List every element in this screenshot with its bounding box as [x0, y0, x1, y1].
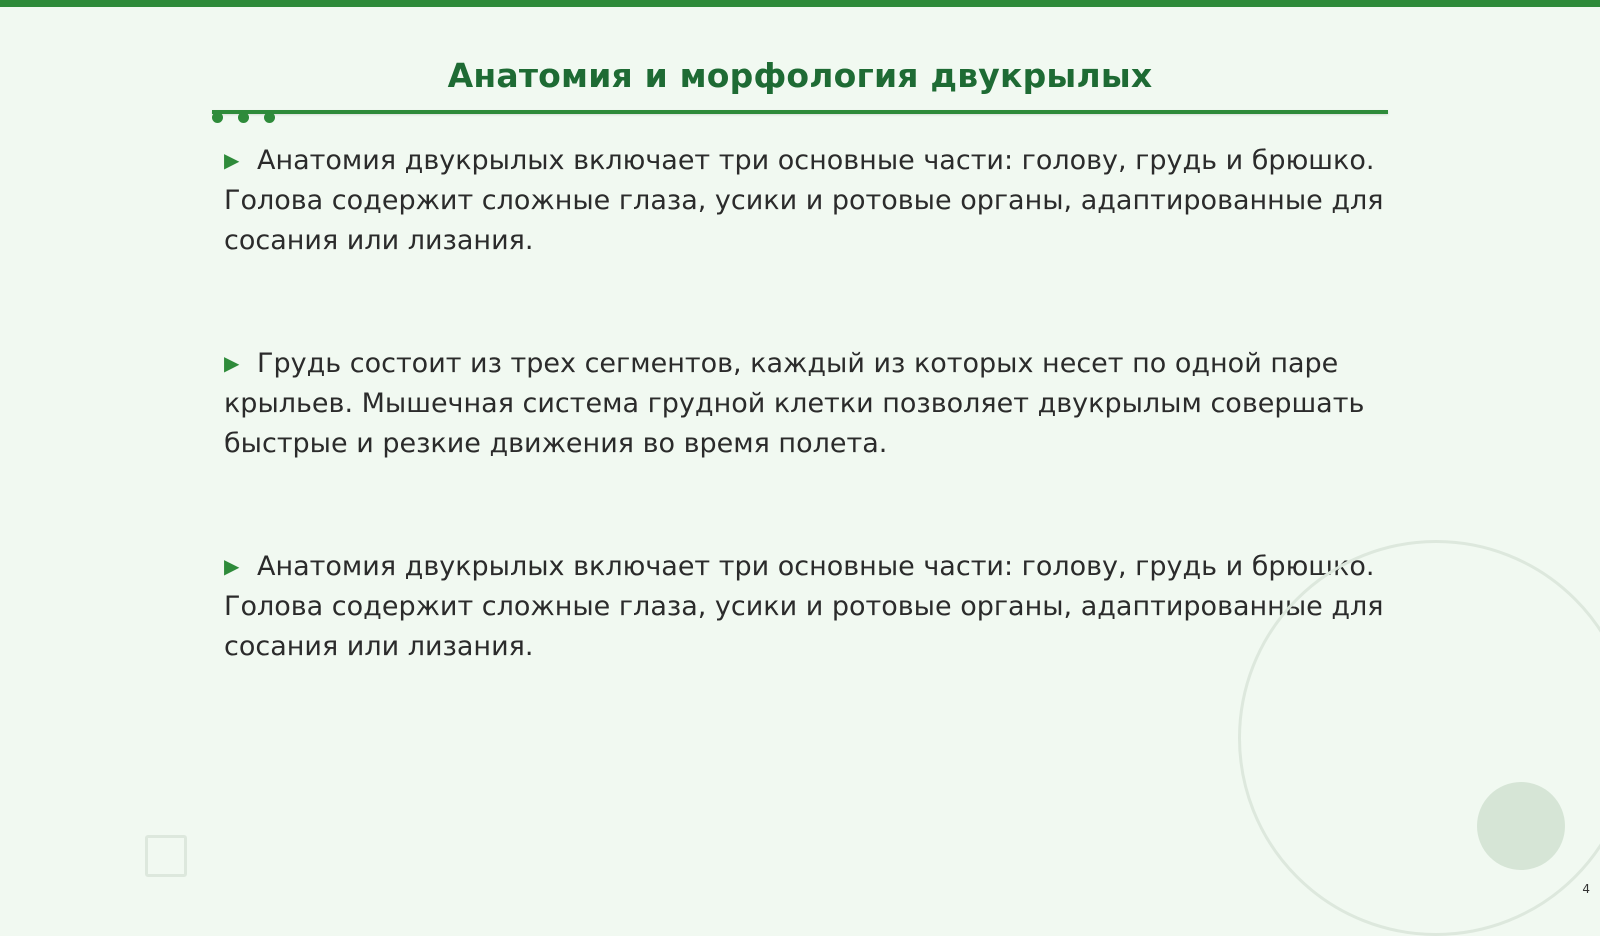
bullet-text: Анатомия двукрылых включает три основные части: голову, грудь и брюшко. Голова содержит сложные глаза, усики и ротовые органы, адаптированные для сосания или лизания.: [224, 551, 1384, 662]
triangle-bullet-icon: ▶: [224, 351, 240, 375]
bullet-item: [224, 546, 1384, 667]
bullet-text: Анатомия двукрылых включает три основные части: голову, грудь и брюшко. Голова содержит сложные глаза, усики и ротовые органы, адаптированные для сосания или лизания.: [224, 145, 1384, 256]
bullet-list: [224, 140, 1384, 749]
slide-title: Анатомия и морфология двукрылых: [447, 56, 1153, 95]
decor-dot-3: [264, 112, 275, 123]
bullet-item: [224, 140, 1384, 261]
bullet-text: Грудь состоит из трех сегментов, каждый из которых несет по одной паре крыльев. Мышечная система грудной клетки позволяет двукрылым совершать быстрые и резкие движения во время полета.: [224, 348, 1365, 459]
triangle-bullet-icon: ▶: [224, 148, 240, 172]
page-number: 4: [1582, 882, 1590, 896]
decor-dot-2: [238, 112, 249, 123]
title-underline: [212, 110, 1388, 114]
triangle-bullet-icon: ▶: [224, 554, 240, 578]
bullet-item: [224, 343, 1384, 464]
decor-circle-filled: [1477, 782, 1565, 870]
decor-dot-1: [212, 112, 223, 123]
decor-square-outline: [145, 835, 187, 877]
top-accent-bar: [0, 0, 1600, 7]
